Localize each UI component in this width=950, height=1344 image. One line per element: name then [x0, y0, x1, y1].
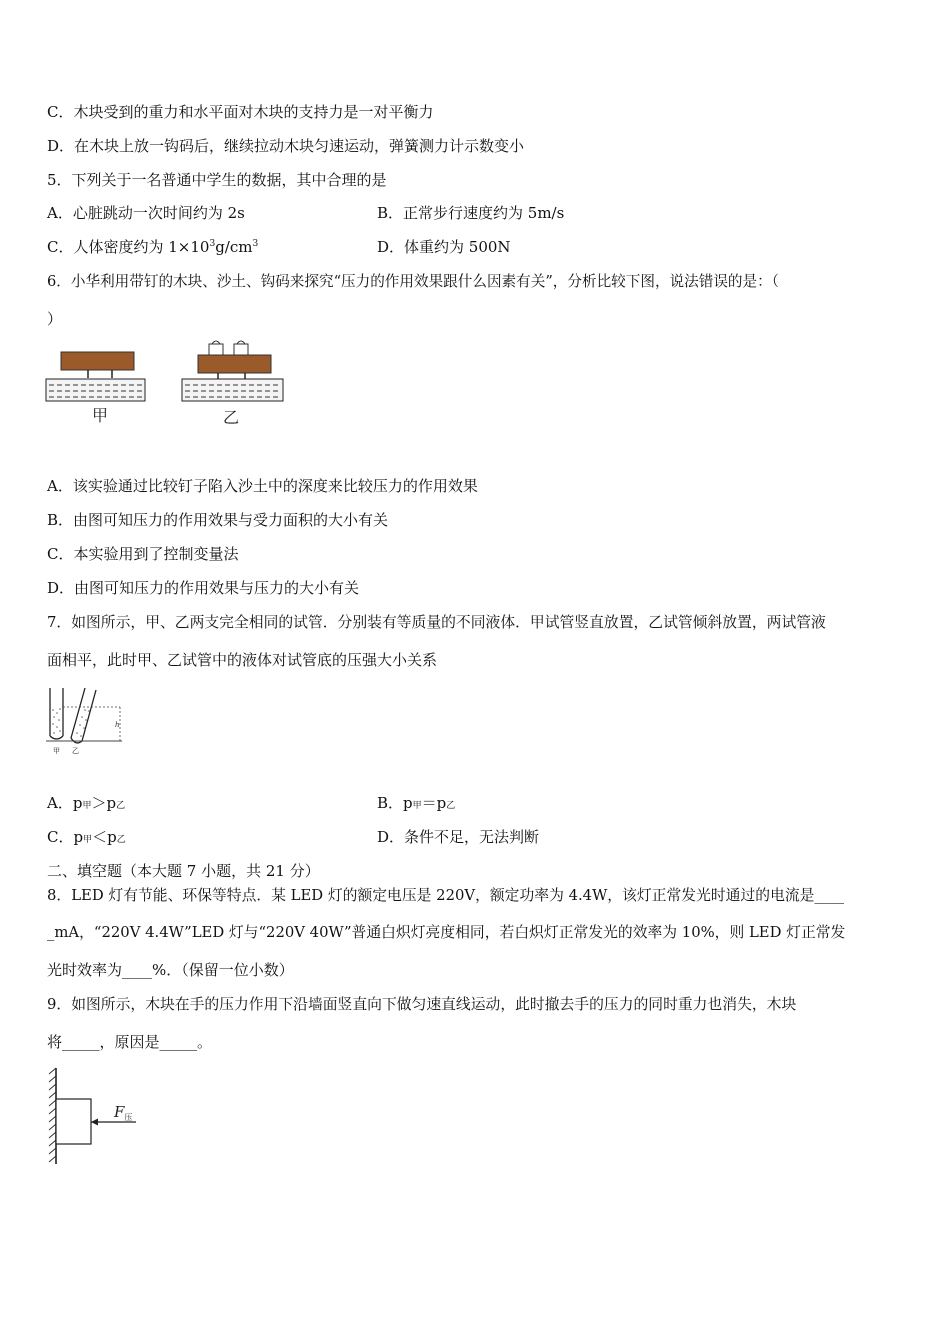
q7-figure: [42, 684, 127, 756]
q7-tube-yi: [71, 688, 96, 743]
q6-option-d: D．由图可知压力的作用效果与压力的大小有关: [47, 579, 360, 597]
q6-figure-yi: [182, 341, 283, 427]
q6-stem-line1: 6．小华利用带钉的木块、沙土、钩码来探究“压力的作用效果跟什么因素有关”，分析比较下图，说法错误的是：（: [47, 273, 780, 290]
q7-option-b-sub1: 甲: [412, 801, 422, 811]
q7-option-a-op: ＞p: [91, 794, 117, 812]
q4-option-c: C．木块受到的重力和水平面对木块的支持力是一对平衡力: [47, 103, 434, 121]
q6-label-jia: 甲: [91, 406, 109, 425]
q9-block: [56, 1099, 91, 1144]
q7-tube-jia: [50, 688, 63, 739]
q7-option-b-pre: B．p: [377, 794, 413, 812]
q7-option-c-op: ＜p: [92, 828, 117, 846]
q7-option-a: [47, 793, 125, 816]
q6-figure-jia: [46, 352, 145, 425]
q7-option-a-sub1: 甲: [82, 801, 92, 811]
q4-option-d: D．在木块上放一钩码后，继续拉动木块匀速运动，弹簧测力计示数变小: [47, 137, 525, 155]
q9-force-sub: 压: [124, 1113, 133, 1122]
q7-option-b-sub2: 乙: [446, 801, 456, 811]
q8-line2: _mA，“220V 4.4W”LED 灯与“220V 40W”普通白炽灯亮度相同，若白炽灯正常发光的效率为 10%，则 LED 灯正常发: [47, 924, 846, 941]
q5-option-c-exp1: 3: [209, 239, 216, 249]
q5-option-a: A．心脏跳动一次时间约为 2s: [47, 204, 245, 222]
q6-figure: [40, 335, 300, 430]
q7-option-d: D．条件不足，无法判断: [377, 828, 540, 846]
q9-force-f: F: [114, 1103, 125, 1121]
q7-stem-line2: 面相平，此时甲、乙试管中的液体对试管底的压强大小关系: [47, 651, 438, 669]
q5-option-c: [47, 237, 258, 257]
q5-option-c-exp2: 3: [252, 239, 259, 249]
q6-option-a: A．该实验通过比较钉子陷入沙土中的深度来比较压力的作用效果: [47, 477, 478, 495]
q7-option-b: [377, 793, 455, 816]
q5-option-c-text: C．人体密度约为 1×10: [47, 238, 210, 256]
q9-line1: 9．如图所示，木块在手的压力作用下沿墙面竖直向下做匀速直线运动，此时撤去手的压力的同时重力也消失，木块: [47, 996, 797, 1013]
q7-option-c-pre: C．p: [47, 828, 84, 846]
q6-option-c: C．本实验用到了控制变量法: [47, 545, 239, 563]
q7-option-a-pre: A．p: [47, 794, 83, 812]
q7-option-c-sub2: 乙: [116, 835, 126, 845]
q5-option-d: D．体重约为 500N: [377, 238, 511, 256]
q9-force-label: [113, 1103, 132, 1122]
q7-option-c-sub1: 甲: [83, 835, 93, 845]
q7-label-jia: 甲: [53, 747, 60, 755]
q5-option-c-unit: g/cm: [215, 238, 253, 256]
q6-stem-line2: ）: [47, 310, 63, 328]
q7-label-h: h: [115, 721, 120, 729]
q9-line2: 将_____，原因是_____。: [47, 1033, 213, 1051]
q9-wall: [49, 1068, 56, 1164]
q6-label-yi: 乙: [222, 408, 240, 427]
q8-line1: 8．LED 灯有节能、环保等特点．某 LED 灯的额定电压是 220V，额定功率为 4.4W，该灯正常发光时通过的电流是____: [47, 887, 845, 904]
q5-stem: 5．下列关于一名普通中学生的数据，其中合理的是: [47, 171, 387, 189]
q7-option-c: [47, 827, 126, 850]
q7-stem-line1: 7．如图所示，甲、乙两支完全相同的试管．分别装有等质量的不同液体．甲试管竖直放置，乙试管倾斜放置，两试管液: [47, 614, 826, 631]
q5-option-b: B．正常步行速度约为 5m/s: [377, 204, 565, 222]
q7-option-a-sub2: 乙: [116, 801, 126, 811]
section2-title: 二、填空题（本大题 7 小题，共 21 分）: [47, 862, 320, 880]
q8-line3: 光时效率为____%．（保留一位小数）: [47, 961, 294, 979]
q7-label-yi: 乙: [72, 747, 79, 755]
q9-figure: [40, 1066, 150, 1168]
q7-option-b-op: ＝p: [421, 794, 447, 812]
q6-option-b: B．由图可知压力的作用效果与受力面积的大小有关: [47, 511, 389, 529]
